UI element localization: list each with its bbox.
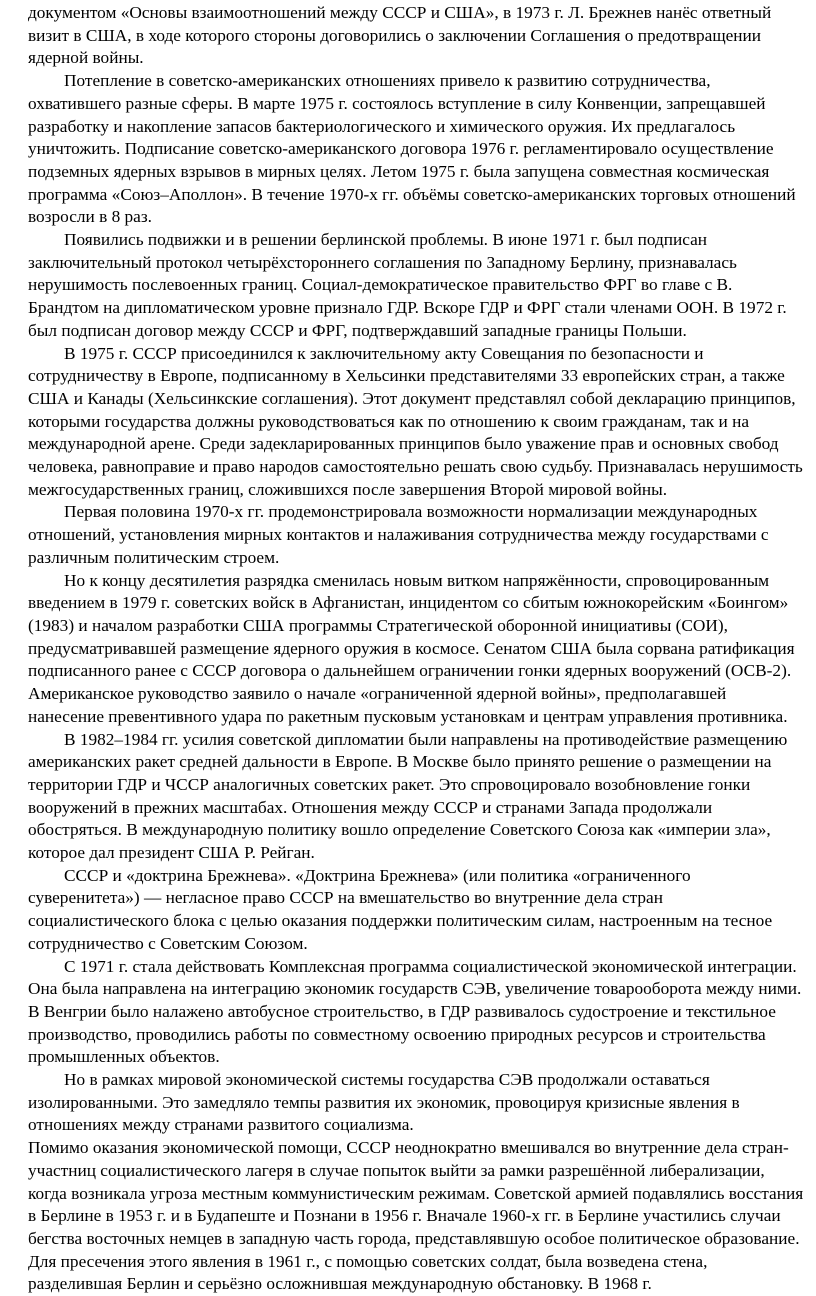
paragraph-10: Но в рамках мировой экономической системы государства СЭВ продолжали оставаться изолированными. Это замедляло темпы развития их экономик, провоцируя кризисные явления в отношениях между странами развитого социализма. <box>28 1070 740 1135</box>
paragraph-9: С 1971 г. стала действовать Комплексная программа социалистической экономической интеграции. Она была направлена на интеграцию экономик государств СЭВ, увеличение товарооборота между ними. В Венгрии было налажено автобусное строительство, в ГДР развивалось судостроение и текстильное производство, проводились работы по совместному освоению природных ресурсов и строительства промышленных объектов. <box>28 956 802 1067</box>
paragraph-8: СССР и «доктрина Брежнева». «Доктрина Брежнева» (или политика «ограниченного суверенитета») — негласное право СССР на вмешательство во внутренние дела стран социалистического блока с целью оказания поддержки политическим силам, настроенным на тесное сотрудничество с Советским Союзом. <box>28 865 773 953</box>
paragraph-2: Потепление в советско-американских отношениях привело к развитию сотрудничества, охватившего разные сферы. В марте 1975 г. состоялось вступление в силу Конвенции, запрещавшей разработку и накопление запасов бактериологического и химического оружия. Их предлагалось уничтожить. Подписание советско-американского договора 1976 г. регламентировало осуществление подземных ядерных взрывов в мирных целях. Летом 1975 г. была запущена совместная космическая программа «Союз–Аполлон». В течение 1970-х гг. объёмы советско-американских торговых отношений возросли в 8 раз. <box>28 71 796 227</box>
paragraph-3: Появились подвижки и в решении берлинской проблемы. В июне 1971 г. был подписан заключительный протокол четырёхстороннего соглашения по Западному Берлину, признавалась нерушимость послевоенных границ. Социал-демократическое правительство ФРГ во главе с В. Брандтом на дипломатическом уровне признало ГДР. Вскоре ГДР и ФРГ стали членами ООН. В 1972 г. был подписан договор между СССР и ФРГ, подтверждавший западные границы Польши. <box>28 230 787 340</box>
paragraph-1: документом «Основы взаимоотношений между СССР и США», в 1973 г. Л. Брежнев нанёс ответный визит в США, в ходе которого стороны договорились о заключении Соглашения о предотвращении ядерной войны. <box>28 3 772 68</box>
paragraph-7: В 1982–1984 гг. усилия советской дипломатии были направлены на противодействие размещению американских ракет средней дальности в Европе. В Москве было принято решение о размещении на территории ГДР и ЧССР аналогичных советских ракет. Это спровоцировало возобновление гонки вооружений в прежних масштабах. Отношения между СССР и странами Запада продолжали обостряться. В международную политику вошло определение Советского Союза как «империи зла», которое дал президент США Р. Рейган. <box>28 729 788 863</box>
paragraph-6: Но к концу десятилетия разрядка сменилась новым витком напряжённости, спровоцированным введением в 1979 г. советских войск в Афганистан, инцидентом со сбитым южнокорейским «Боингом» (1983) и началом разработки США программы Стратегической оборонной инициативы (СОИ), предусматривавшей размещение ядерного оружия в космосе. Сенатом США была сорвана ратификация подписанного ранее с СССР договора о дальнейшем ограничении гонки ядерных вооружений (ОСВ-2). Американское руководство заявило о начале «ограниченной ядерной войны», предполагавшей нанесение превентивного удара по ракетным пусковым установкам и центрам управления противника. <box>28 570 795 726</box>
paragraph-4: В 1975 г. СССР присоединился к заключительному акту Совещания по безопасности и сотрудничеству в Европе, подписанному в Хельсинки представителями 33 европейских стран, а также США и Канады (Хельсинкские соглашения). Этот документ представлял собой декларацию принципов, которыми государства должны руководствоваться как по отношению к своим гражданам, так и на международной арене. Среди задекларированных принципов было уважение прав и основных свобод человека, равноправие и право народов самостоятельно решать свою судьбу. Признавалась нерушимость межгосударственных границ, сложившихся после завершения Второй мировой войны. <box>28 343 803 499</box>
paragraph-5: Первая половина 1970-х гг. продемонстрировала возможности нормализации международных отношений, установления мирных контактов и налаживания сотрудничества между государствами с различным политическим строем. <box>28 502 769 567</box>
paragraph-11: Помимо оказания экономической помощи, СССР неоднократно вмешивался во внутренние дела стран-участниц социалистического лагеря в случае попыток выйти за рамки разрешённой либерализации, когда возникала угроза местным коммунистическим режимам. Советской армией подавлялись восстания в Берлине в 1953 г. и в Будапеште и Познани в 1956 г. Вначале 1960-х гг. в Берлине участились случаи бегства восточных немцев в западную часть города, представлявшую особое политическое образование. Для пресечения этого явления в 1961 г., с помощью советских солдат, была возведена стена, разделившая Берлин и серьёзно осложнившая международную обстановку. В 1968 г. <box>28 1138 804 1294</box>
